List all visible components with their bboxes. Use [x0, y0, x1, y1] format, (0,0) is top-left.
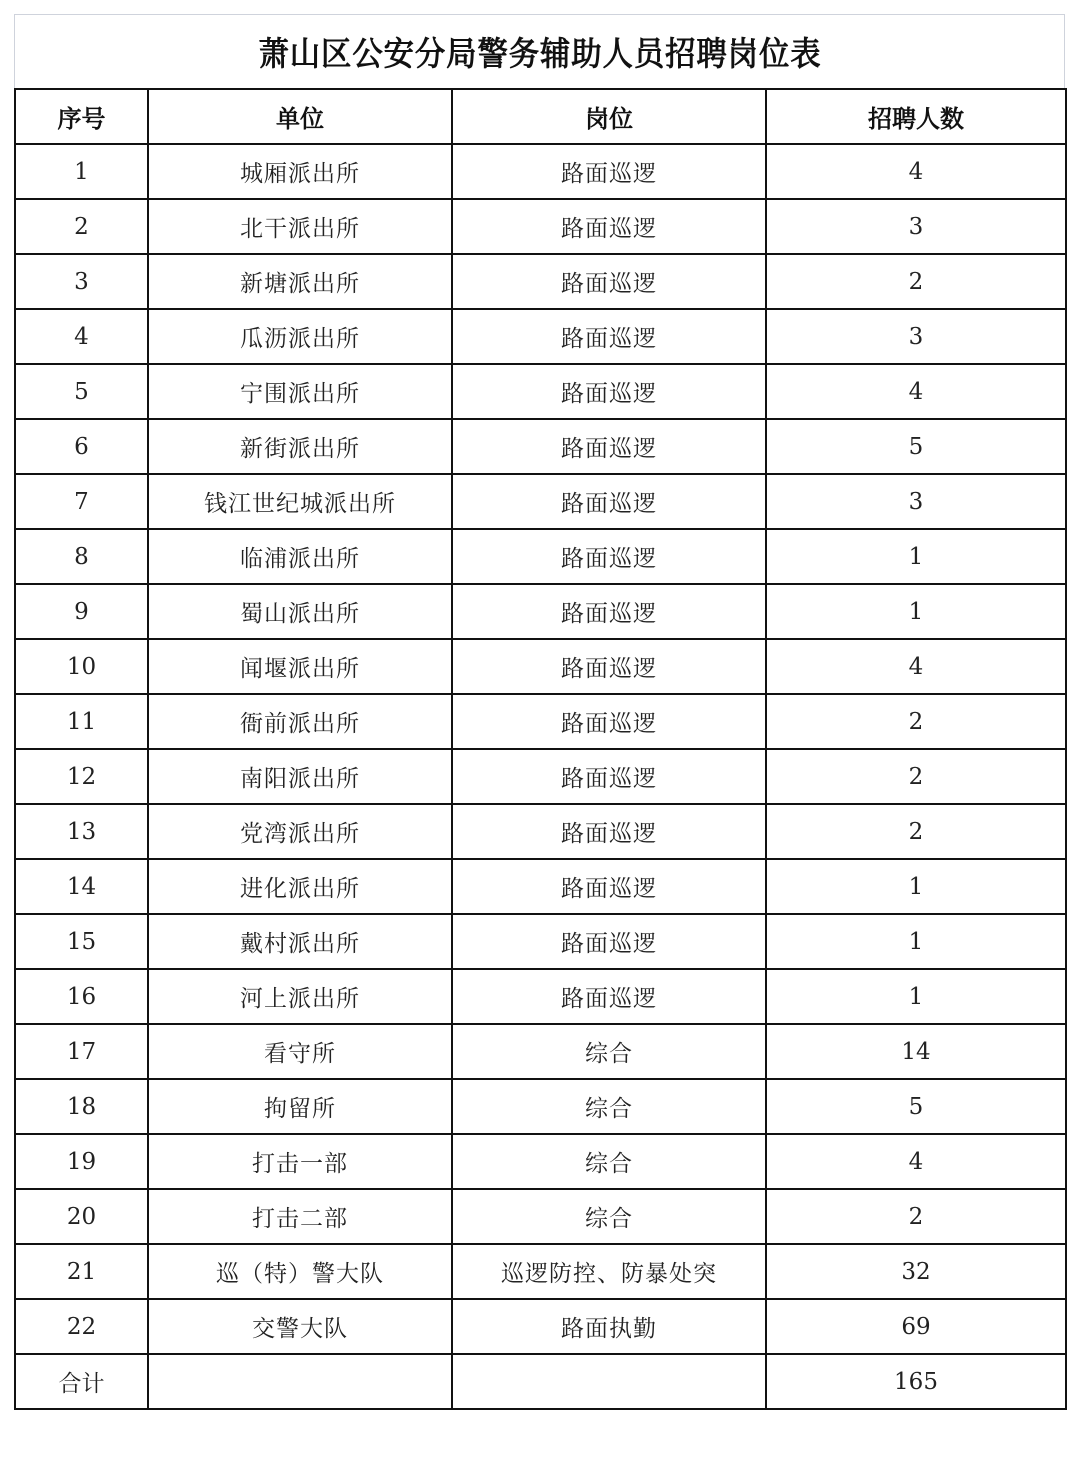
row-unit: 蜀山派出所 [148, 584, 452, 639]
total-count: 165 [766, 1354, 1066, 1409]
row-index: 11 [15, 694, 148, 749]
row-post: 路面巡逻 [452, 309, 766, 364]
row-unit: 新塘派出所 [148, 254, 452, 309]
row-unit: 瓜沥派出所 [148, 309, 452, 364]
row-index: 17 [15, 1024, 148, 1079]
header-row [15, 89, 1066, 144]
row-unit: 打击二部 [148, 1189, 452, 1244]
row-index: 19 [15, 1134, 148, 1189]
row-index: 20 [15, 1189, 148, 1244]
row-count: 4 [766, 144, 1066, 199]
table-row [15, 694, 1066, 749]
table-row [15, 199, 1066, 254]
table-row [15, 969, 1066, 1024]
table-header [15, 89, 1066, 144]
row-count: 3 [766, 309, 1066, 364]
row-unit: 南阳派出所 [148, 749, 452, 804]
title-box [14, 14, 1065, 88]
row-count: 1 [766, 914, 1066, 969]
row-post: 巡逻防控、防暴处突 [452, 1244, 766, 1299]
total-unit [148, 1354, 452, 1409]
row-post: 路面巡逻 [452, 804, 766, 859]
row-post: 路面巡逻 [452, 749, 766, 804]
row-index: 12 [15, 749, 148, 804]
table-row [15, 144, 1066, 199]
row-count: 1 [766, 529, 1066, 584]
row-count: 3 [766, 474, 1066, 529]
row-count: 1 [766, 584, 1066, 639]
row-index: 7 [15, 474, 148, 529]
row-post: 路面巡逻 [452, 254, 766, 309]
row-index: 21 [15, 1244, 148, 1299]
total-label: 合计 [15, 1354, 148, 1409]
row-count: 69 [766, 1299, 1066, 1354]
row-post: 路面巡逻 [452, 144, 766, 199]
table-row [15, 1134, 1066, 1189]
row-index: 22 [15, 1299, 148, 1354]
row-count: 5 [766, 419, 1066, 474]
row-unit: 戴村派出所 [148, 914, 452, 969]
column-header-unit: 单位 [148, 89, 452, 144]
row-post: 路面巡逻 [452, 694, 766, 749]
row-unit: 河上派出所 [148, 969, 452, 1024]
table-row [15, 1189, 1066, 1244]
row-post: 路面巡逻 [452, 584, 766, 639]
row-index: 13 [15, 804, 148, 859]
row-index: 15 [15, 914, 148, 969]
row-count: 4 [766, 1134, 1066, 1189]
row-count: 2 [766, 694, 1066, 749]
row-post: 路面执勤 [452, 1299, 766, 1354]
total-row [15, 1354, 1066, 1409]
row-unit: 拘留所 [148, 1079, 452, 1134]
table-row [15, 1024, 1066, 1079]
column-header-post: 岗位 [452, 89, 766, 144]
row-index: 3 [15, 254, 148, 309]
row-count: 14 [766, 1024, 1066, 1079]
row-unit: 看守所 [148, 1024, 452, 1079]
row-post: 综合 [452, 1079, 766, 1134]
row-post: 路面巡逻 [452, 914, 766, 969]
table-row [15, 529, 1066, 584]
row-index: 14 [15, 859, 148, 914]
row-post: 综合 [452, 1024, 766, 1079]
row-unit: 衙前派出所 [148, 694, 452, 749]
row-unit: 新街派出所 [148, 419, 452, 474]
row-index: 16 [15, 969, 148, 1024]
total-post [452, 1354, 766, 1409]
row-post: 路面巡逻 [452, 529, 766, 584]
recruitment-table [14, 88, 1067, 1410]
row-count: 2 [766, 749, 1066, 804]
row-unit: 党湾派出所 [148, 804, 452, 859]
row-index: 9 [15, 584, 148, 639]
row-index: 8 [15, 529, 148, 584]
row-unit: 交警大队 [148, 1299, 452, 1354]
row-unit: 北干派出所 [148, 199, 452, 254]
row-index: 4 [15, 309, 148, 364]
row-unit: 钱江世纪城派出所 [148, 474, 452, 529]
column-header-index: 序号 [15, 89, 148, 144]
row-post: 路面巡逻 [452, 474, 766, 529]
row-post: 综合 [452, 1134, 766, 1189]
table-row [15, 309, 1066, 364]
row-index: 5 [15, 364, 148, 419]
row-post: 路面巡逻 [452, 639, 766, 694]
table-row [15, 1299, 1066, 1354]
row-count: 1 [766, 859, 1066, 914]
row-count: 2 [766, 804, 1066, 859]
table-row [15, 364, 1066, 419]
table-row [15, 639, 1066, 694]
row-post: 路面巡逻 [452, 859, 766, 914]
table-row [15, 474, 1066, 529]
row-count: 3 [766, 199, 1066, 254]
table-row [15, 419, 1066, 474]
table-row [15, 804, 1066, 859]
row-index: 10 [15, 639, 148, 694]
table-row [15, 749, 1066, 804]
row-unit: 闻堰派出所 [148, 639, 452, 694]
table-row [15, 914, 1066, 969]
table-row [15, 584, 1066, 639]
row-count: 4 [766, 639, 1066, 694]
column-header-count: 招聘人数 [766, 89, 1066, 144]
row-post: 综合 [452, 1189, 766, 1244]
row-count: 4 [766, 364, 1066, 419]
row-index: 18 [15, 1079, 148, 1134]
row-index: 2 [15, 199, 148, 254]
row-count: 5 [766, 1079, 1066, 1134]
table-body [15, 144, 1066, 1409]
row-unit: 宁围派出所 [148, 364, 452, 419]
row-post: 路面巡逻 [452, 199, 766, 254]
row-unit: 巡（特）警大队 [148, 1244, 452, 1299]
recruitment-sheet [14, 14, 1065, 1410]
row-post: 路面巡逻 [452, 419, 766, 474]
table-row [15, 1244, 1066, 1299]
row-post: 路面巡逻 [452, 364, 766, 419]
row-unit: 城厢派出所 [148, 144, 452, 199]
row-count: 2 [766, 254, 1066, 309]
document-title: 萧山区公安分局警务辅助人员招聘岗位表 [257, 34, 822, 73]
table-row [15, 1079, 1066, 1134]
row-post: 路面巡逻 [452, 969, 766, 1024]
table-row [15, 859, 1066, 914]
row-unit: 打击一部 [148, 1134, 452, 1189]
row-unit: 临浦派出所 [148, 529, 452, 584]
row-count: 32 [766, 1244, 1066, 1299]
table-row [15, 254, 1066, 309]
row-index: 1 [15, 144, 148, 199]
row-index: 6 [15, 419, 148, 474]
row-count: 2 [766, 1189, 1066, 1244]
row-unit: 进化派出所 [148, 859, 452, 914]
row-count: 1 [766, 969, 1066, 1024]
